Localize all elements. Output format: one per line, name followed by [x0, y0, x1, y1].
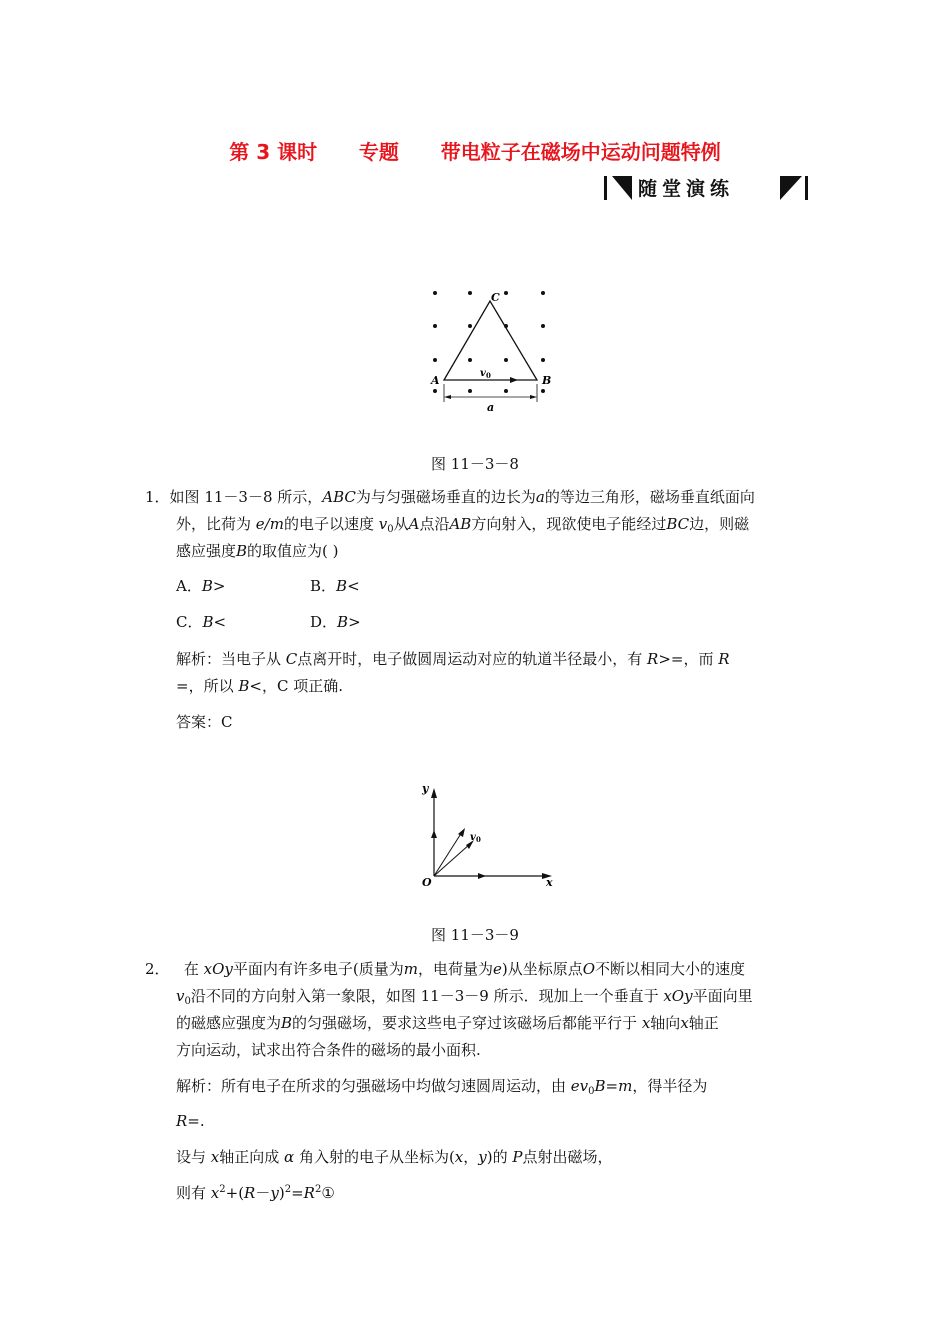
label-v: v [480, 368, 486, 379]
q1-option-c[interactable]: C．B< [176, 613, 227, 631]
q1-option-b[interactable]: B．B< [310, 577, 360, 595]
label-x: x [546, 876, 553, 889]
figure-11-3-8 [420, 284, 560, 416]
label-b: B [542, 374, 552, 387]
q1-line-2: 外，比荷为 e/m的电子以速度 $v_0$从A点沿AB方向射入，现欲使电子能经过BC边，则磁 [176, 515, 750, 535]
figure-11-3-9 [418, 778, 563, 892]
label-y: y [422, 782, 429, 795]
q1-line-1: 1．如图 11－3－8 所示，ABC为与匀强磁场垂直的边长为a的等边三角形，磁场垂直纸面向 [145, 488, 755, 506]
q2-analysis-line-1: 解析：所有电子在所求的匀强磁场中均做匀速圆周运动，由 $ev_0B=m$，得半径为 [176, 1077, 708, 1097]
q2-line-1: 2． 在 xOy平面内有许多电子(质量为m，电荷量为e)从坐标原点O不断以相同大小的速度 [145, 960, 746, 978]
velocity-ray-1 [434, 832, 462, 876]
q2-line-2: $v_0$沿不同的方向射入第一象限，如图 11－3－9 所示．现加上一个垂直于 xOy平面向里 [176, 987, 753, 1007]
q2-line-4: 方向运动，试求出符合条件的磁场的最小面积. [176, 1041, 481, 1059]
velocity-arrow-icon [510, 377, 518, 383]
figure-caption-1: 图 11－3－8 [431, 455, 519, 473]
q1-option-a[interactable]: A．B> [176, 577, 226, 595]
q1-answer: 答案：C [176, 713, 233, 731]
q1-option-d[interactable]: D．B> [310, 613, 361, 631]
label-a: A [431, 374, 440, 387]
triangle-abc [444, 301, 537, 380]
label-v: v [470, 832, 476, 843]
figure-caption-2: 图 11－3－9 [431, 926, 519, 944]
q1-line-3: 感应强度B的取值应为( ) [176, 542, 339, 560]
label-v-sub: 0 [476, 835, 481, 844]
page-title: 第 3 课时 专题 带电粒子在磁场中运动问题特例 [229, 140, 721, 164]
right-wedge-icon [780, 176, 802, 200]
section-banner [604, 172, 808, 202]
q1-analysis-line-1: 解析：当电子从 C点离开时，电子做圆周运动对应的轨道半径最小，有 R>=，而 R [176, 650, 730, 668]
label-side-a: a [487, 401, 495, 414]
q2-analysis-line-4: 则有 $x^2+(R-y)^2=R^2①$ [176, 1184, 335, 1202]
label-o: O [422, 876, 432, 889]
q2-analysis-line-2: R=. [176, 1112, 205, 1130]
label-c: C [491, 291, 500, 304]
q2-line-3: 的磁感应强度为B的匀强磁场，要求这些电子穿过该磁场后都能平行于 x轴向x轴正 [176, 1014, 719, 1032]
q2-analysis-line-3: 设与 x轴正向成 α 角入射的电子从坐标为(x，y)的 P点射出磁场， [176, 1148, 613, 1166]
label-v-sub: 0 [486, 371, 491, 380]
y-axis-arrow-icon [431, 788, 437, 798]
velocity-ray-2 [434, 844, 470, 876]
section-banner-label: 随堂演练 [638, 178, 735, 200]
left-wedge-icon [612, 176, 632, 200]
q1-analysis-line-2: =，所以 B<，C 项正确. [176, 677, 343, 695]
